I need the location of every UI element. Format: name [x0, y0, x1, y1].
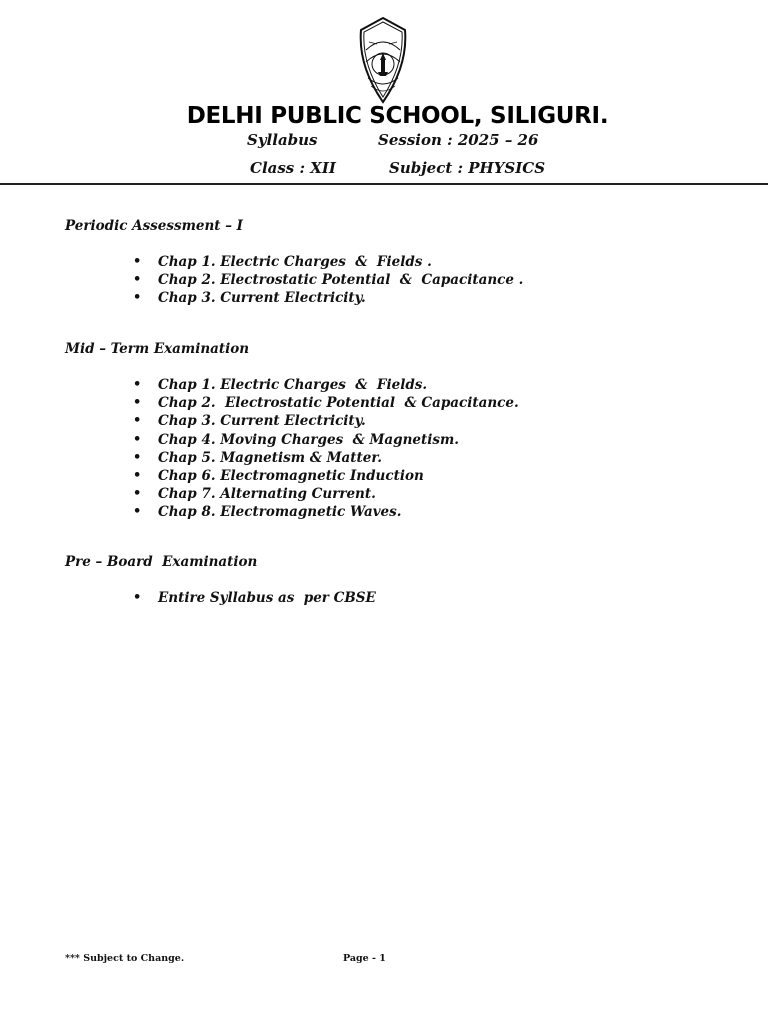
list-item: • Chap 3. Current Electricity. — [133, 290, 366, 307]
list-item: • Chap 1. Electric Charges & Fields . — [133, 254, 432, 270]
bullet-icon: • — [133, 486, 142, 502]
section-title-pre-board: Pre – Board Examination — [65, 554, 258, 570]
list-item: • Chap 2. Electrostatic Potential & Capacitance. — [133, 395, 519, 412]
header-divider — [0, 183, 768, 185]
section-title-mid-term: Mid – Term Examination — [65, 341, 250, 357]
bullet-icon: • — [133, 254, 142, 269]
footer-note: *** Subject to Change. — [65, 953, 185, 964]
list-item: • Chap 7. Alternating Current. — [133, 486, 376, 503]
bullet-icon: • — [133, 395, 142, 411]
list-item: • Chap 3. Current Electricity. — [133, 413, 366, 430]
list-item: • Entire Syllabus as per CBSE — [133, 590, 376, 606]
class-label: Class : XII — [250, 159, 336, 177]
school-name: DELHI PUBLIC SCHOOL, SILIGURI. — [186, 103, 609, 129]
session-label: Session : 2025 – 26 — [378, 131, 539, 149]
list-item: • Chap 1. Electric Charges & Fields. — [133, 377, 428, 393]
list-item: • Chap 4. Moving Charges & Magnetism. — [133, 431, 459, 448]
bullet-icon: • — [133, 290, 142, 306]
syllabus-label: Syllabus — [247, 131, 318, 149]
section-title-periodic-assessment: Periodic Assessment – I — [65, 218, 243, 234]
bullet-icon: • — [133, 272, 142, 288]
page-number: Page - 1 — [343, 953, 386, 964]
bullet-icon: • — [133, 467, 142, 483]
list-item: • Chap 2. Electrostatic Potential & Capacitance . — [133, 272, 524, 289]
bullet-icon: • — [133, 377, 142, 392]
school-crest-icon — [357, 16, 409, 104]
bullet-icon: • — [133, 504, 142, 520]
bullet-icon: • — [133, 590, 142, 605]
list-item: • Chap 8. Electromagnetic Waves. — [133, 504, 402, 521]
section-list-pre-board — [0, 589, 376, 607]
bullet-icon: • — [133, 449, 142, 465]
section-list-mid-term — [0, 376, 519, 522]
list-item: • Chap 6. Electromagnetic Induction — [133, 467, 424, 484]
list-item: • Chap 5. Magnetism & Matter. — [133, 449, 382, 466]
bullet-icon: • — [133, 431, 142, 447]
subject-label: Subject : PHYSICS — [389, 159, 546, 177]
bullet-icon: • — [133, 413, 142, 429]
section-list-periodic-assessment — [0, 253, 523, 308]
